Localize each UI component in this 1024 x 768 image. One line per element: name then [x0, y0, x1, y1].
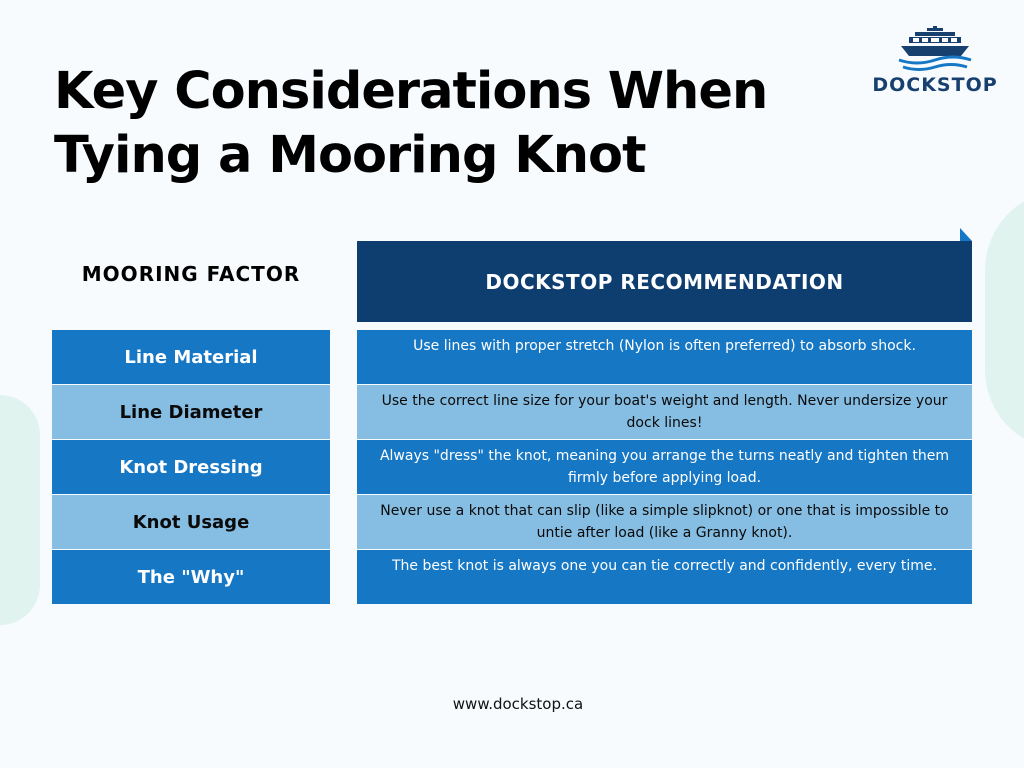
page-title: Key Considerations When Tying a Mooring Knot — [54, 62, 768, 185]
column-header-recommendation: DOCKSTOP RECOMMENDATION — [485, 269, 844, 294]
footer-url[interactable]: www.dockstop.ca — [452, 695, 584, 713]
brand-logo — [860, 22, 1010, 102]
recommendation-cell: Never use a knot that can slip (like a simple slipknot) or one that is impossible to untie after load (like a Granny knot). — [357, 495, 972, 549]
recommendation-cell: Use lines with proper stretch (Nylon is often preferred) to absorb shock. — [357, 330, 972, 384]
column-header-factor: MOORING FACTOR — [81, 262, 301, 286]
dock-boat-icon — [897, 26, 973, 72]
factor-cell: Knot Dressing — [52, 440, 330, 494]
factor-cell: Knot Usage — [52, 495, 330, 549]
factor-cell: Line Diameter — [52, 385, 330, 439]
factor-cell: Line Material — [52, 330, 330, 384]
column-header-recommendation-box — [357, 241, 972, 322]
recommendation-cell: Use the correct line size for your boat's weight and length. Never undersize your dock lines! — [357, 385, 972, 439]
recommendation-cell: The best knot is always one you can tie correctly and confidently, every time. — [357, 550, 972, 604]
brand-name: DOCKSTOP — [872, 74, 998, 96]
recommendation-cell: Always "dress" the knot, meaning you arrange the turns neatly and tighten them firmly before applying load. — [357, 440, 972, 494]
background-shape-left — [0, 395, 40, 625]
factor-cell: The "Why" — [52, 550, 330, 604]
corner-fold-icon — [960, 228, 972, 241]
background-shape-right — [985, 190, 1024, 450]
